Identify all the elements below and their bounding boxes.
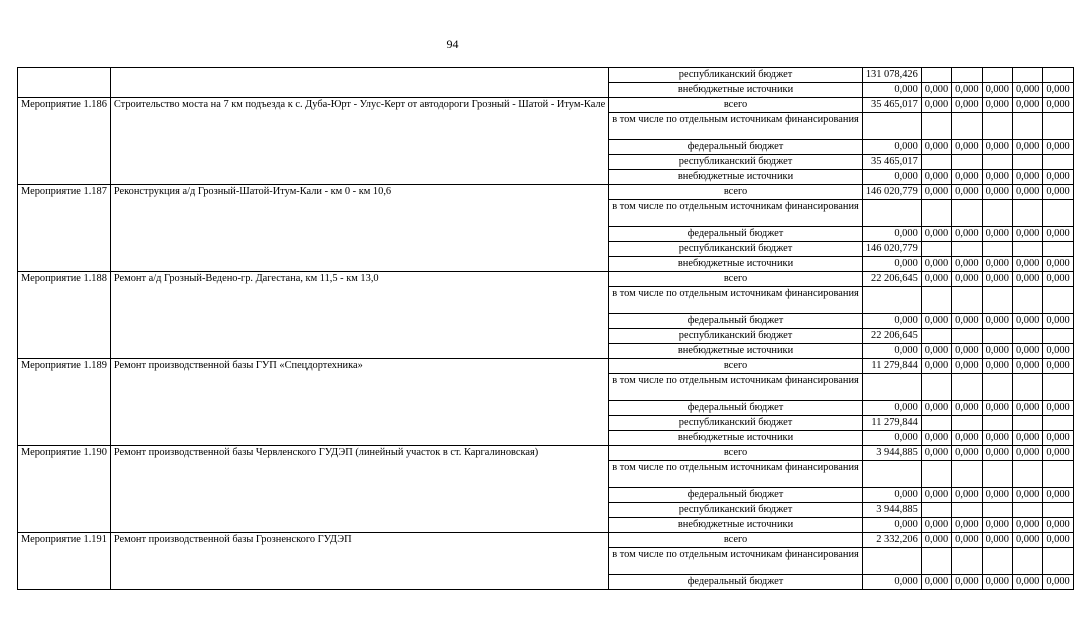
extra-value-cell: 0,000 (952, 518, 982, 533)
empty-cell (982, 287, 1012, 314)
federal-value-cell: 0,000 (862, 488, 921, 503)
source-cell: федеральный бюджет (609, 575, 863, 590)
extra-value-cell: 0,000 (862, 344, 921, 359)
federal-value-cell: 0,000 (1012, 227, 1042, 242)
total-value-cell: 0,000 (1043, 98, 1073, 113)
extra-value-cell: 0,000 (1043, 518, 1073, 533)
total-value-cell: 0,000 (1043, 446, 1073, 461)
republic-value-cell (952, 242, 982, 257)
budget-table (17, 67, 1074, 590)
total-value-cell: 0,000 (921, 359, 951, 374)
federal-value-cell: 0,000 (1012, 314, 1042, 329)
federal-value-cell: 0,000 (921, 140, 951, 155)
federal-value-cell: 0,000 (982, 140, 1012, 155)
source-cell: всего (609, 185, 863, 200)
table-row (18, 68, 1074, 83)
republic-value-cell (921, 503, 951, 518)
source-cell: всего (609, 359, 863, 374)
republic-value-cell (952, 416, 982, 431)
measure-name-cell (110, 68, 608, 98)
total-value-cell: 146 020,779 (862, 185, 921, 200)
republic-value-cell: 11 279,844 (862, 416, 921, 431)
measure-label-cell (18, 68, 111, 98)
source-cell: республиканский бюджет (609, 416, 863, 431)
total-value-cell: 22 206,645 (862, 272, 921, 287)
source-cell: федеральный бюджет (609, 314, 863, 329)
extra-value-cell: 0,000 (982, 431, 1012, 446)
empty-cell (982, 113, 1012, 140)
source-cell: внебюджетные источники (609, 257, 863, 272)
empty-cell (862, 548, 921, 575)
republic-value-cell (1043, 155, 1073, 170)
empty-cell (1012, 548, 1042, 575)
federal-value-cell: 0,000 (921, 227, 951, 242)
republic-value-cell (982, 155, 1012, 170)
total-value-cell: 0,000 (952, 533, 982, 548)
federal-value-cell: 0,000 (1012, 140, 1042, 155)
republic-value-cell (1043, 503, 1073, 518)
total-value-cell: 0,000 (921, 98, 951, 113)
total-value-cell: 0,000 (1043, 533, 1073, 548)
measure-name-cell: Строительство моста на 7 км подъезда к с. Дуба-Юрт - Улус-Керт от автодороги Грозный - Шатой - Итум-Кале (110, 98, 608, 185)
federal-value-cell: 0,000 (1012, 575, 1042, 590)
extra-value-cell: 0,000 (1043, 170, 1073, 185)
federal-value-cell: 0,000 (921, 401, 951, 416)
total-value-cell: 0,000 (982, 185, 1012, 200)
empty-cell (921, 113, 951, 140)
republic-value-cell: 35 465,017 (862, 155, 921, 170)
republic-value-cell (1043, 242, 1073, 257)
source-value-cell (982, 68, 1012, 83)
federal-value-cell: 0,000 (952, 488, 982, 503)
empty-cell (1043, 200, 1073, 227)
source-cell: всего (609, 98, 863, 113)
extra-value-cell: 0,000 (982, 170, 1012, 185)
republic-value-cell (982, 242, 1012, 257)
source-cell: республиканский бюджет (609, 503, 863, 518)
federal-value-cell: 0,000 (1043, 227, 1073, 242)
source-cell: в том числе по отдельным источникам финансирования (609, 113, 863, 140)
source-cell: в том числе по отдельным источникам финансирования (609, 374, 863, 401)
federal-value-cell: 0,000 (862, 140, 921, 155)
total-value-cell: 0,000 (1043, 272, 1073, 287)
republic-value-cell: 146 020,779 (862, 242, 921, 257)
extra-value-cell: 0,000 (1012, 518, 1042, 533)
federal-value-cell: 0,000 (952, 314, 982, 329)
republic-value-cell (952, 329, 982, 344)
federal-value-cell: 0,000 (1043, 401, 1073, 416)
measure-label-cell: Мероприятие 1.187 (18, 185, 111, 272)
republic-value-cell (1012, 329, 1042, 344)
empty-cell (1043, 548, 1073, 575)
extra-value-cell: 0,000 (952, 257, 982, 272)
extra-value-cell: 0,000 (921, 431, 951, 446)
total-value-cell: 2 332,206 (862, 533, 921, 548)
source-cell: в том числе по отдельным источникам финансирования (609, 287, 863, 314)
total-value-cell: 0,000 (1012, 359, 1042, 374)
source-cell: всего (609, 446, 863, 461)
source-cell: федеральный бюджет (609, 401, 863, 416)
empty-cell (921, 548, 951, 575)
empty-cell (862, 287, 921, 314)
extra-value-cell: 0,000 (982, 344, 1012, 359)
source-cell: всего (609, 272, 863, 287)
table-row (18, 272, 1074, 287)
empty-cell (1043, 113, 1073, 140)
empty-cell (982, 548, 1012, 575)
source-value-cell: 0,000 (952, 83, 982, 98)
empty-cell (1012, 287, 1042, 314)
empty-cell (921, 374, 951, 401)
measure-label-cell: Мероприятие 1.190 (18, 446, 111, 533)
republic-value-cell (1043, 329, 1073, 344)
empty-cell (1012, 200, 1042, 227)
table-row (18, 359, 1074, 374)
republic-value-cell (921, 155, 951, 170)
empty-cell (952, 548, 982, 575)
empty-cell (862, 461, 921, 488)
federal-value-cell: 0,000 (921, 575, 951, 590)
total-value-cell: 0,000 (952, 98, 982, 113)
federal-value-cell: 0,000 (1043, 575, 1073, 590)
total-value-cell: 0,000 (952, 359, 982, 374)
source-cell: внебюджетные источники (609, 518, 863, 533)
republic-value-cell (1012, 503, 1042, 518)
source-cell: в том числе по отдельным источникам финансирования (609, 200, 863, 227)
extra-value-cell: 0,000 (862, 518, 921, 533)
federal-value-cell: 0,000 (1043, 140, 1073, 155)
measure-label-cell: Мероприятие 1.189 (18, 359, 111, 446)
source-cell: федеральный бюджет (609, 227, 863, 242)
source-cell: республиканский бюджет (609, 68, 863, 83)
empty-cell (862, 200, 921, 227)
republic-value-cell (1043, 416, 1073, 431)
federal-value-cell: 0,000 (862, 401, 921, 416)
republic-value-cell (921, 242, 951, 257)
republic-value-cell (921, 416, 951, 431)
total-value-cell: 0,000 (982, 446, 1012, 461)
republic-value-cell (982, 416, 1012, 431)
total-value-cell: 0,000 (1012, 272, 1042, 287)
empty-cell (982, 374, 1012, 401)
source-cell: республиканский бюджет (609, 242, 863, 257)
source-cell: республиканский бюджет (609, 329, 863, 344)
republic-value-cell (1012, 242, 1042, 257)
source-cell: федеральный бюджет (609, 140, 863, 155)
federal-value-cell: 0,000 (921, 488, 951, 503)
extra-value-cell: 0,000 (921, 518, 951, 533)
republic-value-cell: 3 944,885 (862, 503, 921, 518)
total-value-cell: 3 944,885 (862, 446, 921, 461)
empty-cell (982, 200, 1012, 227)
federal-value-cell: 0,000 (862, 575, 921, 590)
source-value-cell: 131 078,426 (862, 68, 921, 83)
federal-value-cell: 0,000 (982, 488, 1012, 503)
source-cell: в том числе по отдельным источникам финансирования (609, 461, 863, 488)
extra-value-cell: 0,000 (921, 344, 951, 359)
source-cell: всего (609, 533, 863, 548)
extra-value-cell: 0,000 (1043, 431, 1073, 446)
empty-cell (1043, 461, 1073, 488)
empty-cell (921, 287, 951, 314)
total-value-cell: 0,000 (1012, 446, 1042, 461)
total-value-cell: 0,000 (952, 446, 982, 461)
republic-value-cell (1012, 416, 1042, 431)
federal-value-cell: 0,000 (952, 227, 982, 242)
source-cell: внебюджетные источники (609, 431, 863, 446)
federal-value-cell: 0,000 (982, 575, 1012, 590)
source-cell: внебюджетные источники (609, 83, 863, 98)
extra-value-cell: 0,000 (1012, 170, 1042, 185)
total-value-cell: 0,000 (982, 359, 1012, 374)
extra-value-cell: 0,000 (921, 257, 951, 272)
empty-cell (952, 461, 982, 488)
republic-value-cell (921, 329, 951, 344)
extra-value-cell: 0,000 (952, 344, 982, 359)
empty-cell (952, 287, 982, 314)
empty-cell (1012, 374, 1042, 401)
federal-value-cell: 0,000 (1012, 401, 1042, 416)
federal-value-cell: 0,000 (982, 227, 1012, 242)
source-value-cell: 0,000 (862, 83, 921, 98)
empty-cell (1012, 461, 1042, 488)
extra-value-cell: 0,000 (982, 257, 1012, 272)
table-row (18, 533, 1074, 548)
federal-value-cell: 0,000 (982, 314, 1012, 329)
extra-value-cell: 0,000 (862, 257, 921, 272)
federal-value-cell: 0,000 (952, 575, 982, 590)
republic-value-cell: 22 206,645 (862, 329, 921, 344)
republic-value-cell (1012, 155, 1042, 170)
total-value-cell: 0,000 (1043, 185, 1073, 200)
republic-value-cell (982, 329, 1012, 344)
federal-value-cell: 0,000 (952, 140, 982, 155)
source-value-cell: 0,000 (921, 83, 951, 98)
source-value-cell (921, 68, 951, 83)
measure-name-cell: Реконструкция а/д Грозный-Шатой-Итум-Кали - км 0 - км 10,6 (110, 185, 608, 272)
extra-value-cell: 0,000 (1012, 431, 1042, 446)
empty-cell (921, 461, 951, 488)
federal-value-cell: 0,000 (1012, 488, 1042, 503)
extra-value-cell: 0,000 (862, 170, 921, 185)
measure-name-cell: Ремонт а/д Грозный-Ведено-гр. Дагестана, км 11,5 - км 13,0 (110, 272, 608, 359)
extra-value-cell: 0,000 (921, 170, 951, 185)
source-value-cell (1043, 68, 1073, 83)
total-value-cell: 0,000 (1012, 185, 1042, 200)
empty-cell (952, 113, 982, 140)
republic-value-cell (982, 503, 1012, 518)
total-value-cell: 0,000 (1012, 533, 1042, 548)
measure-name-cell: Ремонт производственной базы ГУП «Спецдортехника» (110, 359, 608, 446)
total-value-cell: 11 279,844 (862, 359, 921, 374)
federal-value-cell: 0,000 (921, 314, 951, 329)
total-value-cell: 35 465,017 (862, 98, 921, 113)
empty-cell (862, 374, 921, 401)
total-value-cell: 0,000 (952, 272, 982, 287)
table-row (18, 98, 1074, 113)
source-value-cell: 0,000 (1043, 83, 1073, 98)
empty-cell (921, 200, 951, 227)
extra-value-cell: 0,000 (982, 518, 1012, 533)
source-cell: внебюджетные источники (609, 344, 863, 359)
total-value-cell: 0,000 (921, 272, 951, 287)
total-value-cell: 0,000 (982, 98, 1012, 113)
federal-value-cell: 0,000 (862, 314, 921, 329)
empty-cell (1012, 113, 1042, 140)
federal-value-cell: 0,000 (1043, 314, 1073, 329)
extra-value-cell: 0,000 (862, 431, 921, 446)
page-number: 94 (446, 37, 459, 51)
total-value-cell: 0,000 (982, 533, 1012, 548)
total-value-cell: 0,000 (1012, 98, 1042, 113)
source-value-cell (1012, 68, 1042, 83)
measure-label-cell: Мероприятие 1.186 (18, 98, 111, 185)
extra-value-cell: 0,000 (1043, 257, 1073, 272)
republic-value-cell (952, 155, 982, 170)
federal-value-cell: 0,000 (1043, 488, 1073, 503)
empty-cell (1043, 287, 1073, 314)
source-cell: внебюджетные источники (609, 170, 863, 185)
empty-cell (1043, 374, 1073, 401)
total-value-cell: 0,000 (1043, 359, 1073, 374)
source-cell: федеральный бюджет (609, 488, 863, 503)
source-value-cell: 0,000 (1012, 83, 1042, 98)
federal-value-cell: 0,000 (982, 401, 1012, 416)
empty-cell (982, 461, 1012, 488)
empty-cell (952, 200, 982, 227)
empty-cell (862, 113, 921, 140)
source-cell: республиканский бюджет (609, 155, 863, 170)
table-row (18, 446, 1074, 461)
source-value-cell (952, 68, 982, 83)
source-value-cell: 0,000 (982, 83, 1012, 98)
republic-value-cell (952, 503, 982, 518)
empty-cell (952, 374, 982, 401)
measure-name-cell: Ремонт производственной базы Грозненского ГУДЭП (110, 533, 608, 590)
measure-label-cell: Мероприятие 1.191 (18, 533, 111, 590)
federal-value-cell: 0,000 (862, 227, 921, 242)
total-value-cell: 0,000 (982, 272, 1012, 287)
extra-value-cell: 0,000 (1043, 344, 1073, 359)
measure-label-cell: Мероприятие 1.188 (18, 272, 111, 359)
total-value-cell: 0,000 (921, 446, 951, 461)
extra-value-cell: 0,000 (952, 431, 982, 446)
source-cell: в том числе по отдельным источникам финансирования (609, 548, 863, 575)
table-row (18, 185, 1074, 200)
extra-value-cell: 0,000 (952, 170, 982, 185)
total-value-cell: 0,000 (921, 533, 951, 548)
total-value-cell: 0,000 (921, 185, 951, 200)
extra-value-cell: 0,000 (1012, 344, 1042, 359)
federal-value-cell: 0,000 (952, 401, 982, 416)
extra-value-cell: 0,000 (1012, 257, 1042, 272)
total-value-cell: 0,000 (952, 185, 982, 200)
measure-name-cell: Ремонт производственной базы Червленского ГУДЭП (линейный участок в ст. Каргалиновская) (110, 446, 608, 533)
